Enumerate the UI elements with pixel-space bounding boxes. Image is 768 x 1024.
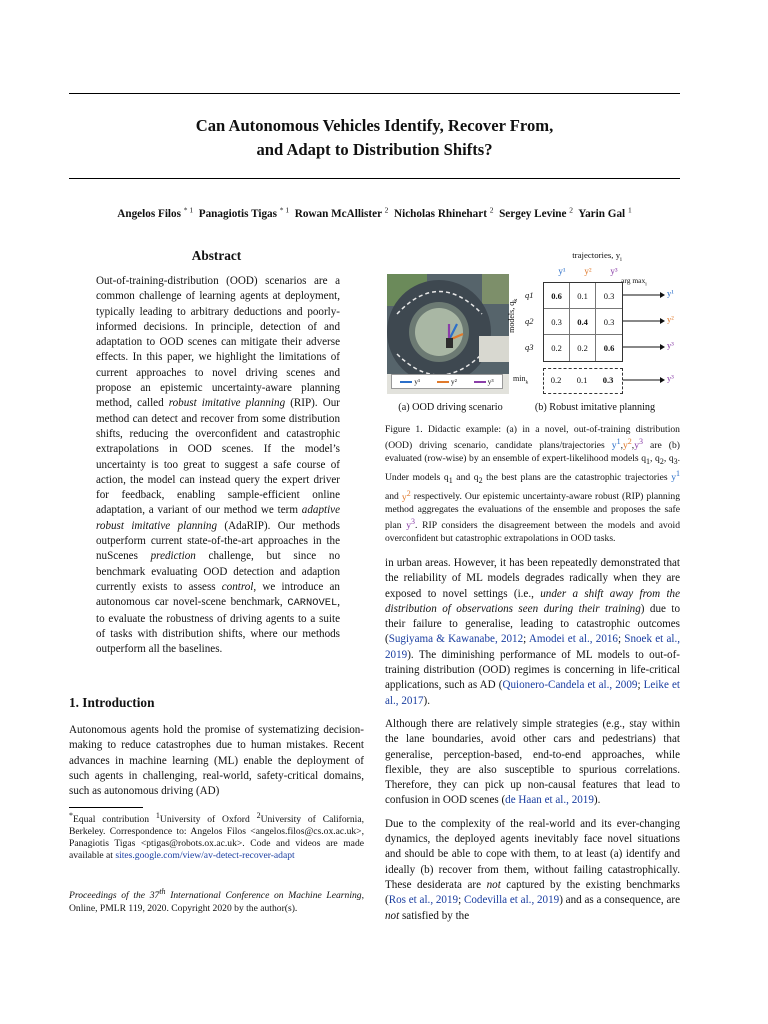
legend-y1: y¹ (400, 377, 420, 386)
section-heading-introduction: 1. Introduction (69, 695, 155, 710)
introduction-text: Autonomous agents hold the promise of systematizing decision-making to reduce catastrophes due to human mistakes. Recent advances in machine learning (ML) enable the deployment of such agents in challenging, real-world, safety-critical domains, such as autonomous driving (AD) (69, 724, 364, 798)
citation-codevilla[interactable]: Codevilla et al., 2019 (463, 894, 560, 907)
argmax-output: y³ (667, 340, 674, 350)
min-cell: 0.3 (602, 375, 614, 385)
paragraph-complexity: Due to the complexity of the real-world and its ever-changing dynamics, the deployed agents inevitably face novel situations and should be able to cope with them, to at least (a) identify and ideally (b) recover from them, without failing catastrophically. These desiderata are not captured by the existing benchmarks (Ros et al., 2019; Codevilla et al., 2019) and as a consequence, are not satisfied by the (385, 817, 680, 922)
argmax-arrow-head (660, 318, 665, 324)
figure-caption-a: (a) OOD driving scenario (398, 402, 503, 413)
argmax-label: arg $\max_i$ (621, 276, 647, 288)
argmax-arrow-head (660, 377, 665, 383)
col-label-y1: y¹ (558, 266, 566, 276)
row-label-q1: q1 (525, 290, 534, 300)
matrix-cell: 0.3 (596, 283, 622, 309)
argmax-output: y¹ (667, 288, 674, 298)
paper-title: Can Autonomous Vehicles Identify, Recover From, and Adapt to Distribution Shifts? (195, 116, 554, 159)
scene-legend (391, 374, 503, 389)
author-1: Angelos Filos $^{* 1}$ (117, 205, 194, 220)
citation-quionero[interactable]: Quionero-Candela et al., 2009 (502, 679, 638, 692)
matrix-cell: 0.3 (544, 309, 570, 335)
author-list (69, 205, 680, 220)
citation-dehaan[interactable]: de Haan et al., 2019 (505, 794, 594, 807)
min-cell: 0.2 (550, 375, 562, 385)
author-4: Nicholas Rhinehart $^2$ (394, 205, 494, 220)
col-label-y2: y² (584, 266, 592, 276)
top-rule (69, 93, 680, 94)
matrix-cell: 0.4 (570, 309, 596, 335)
min-cell: 0.1 (576, 375, 588, 385)
author-6: Yarin Gal $^1$ (578, 205, 632, 220)
author-5: Sergey Levine $^2$ (499, 205, 574, 220)
ood-driving-scene-image (387, 274, 509, 394)
proceedings-note: Proceedings of the 37th International Conference on Machine Learning, Online, PMLR 119, 2020. Copyright 2020 by the author(s). (69, 887, 364, 914)
matrix-cell: 0.6 (603, 343, 615, 353)
figure-caption-b: (b) Robust imitative planning (534, 402, 656, 413)
paragraph-simple-strategies: Although there are relatively simple strategies (e.g., stay within the lane boundaries, avoid other cars and pedestrians) that generalise, perception-based, end-to-end approaches, while flexible, they are also susceptible to spurious correlations. Therefore, they can pick up non-causal features that lead to confusion in OOD scenes (de Haan et al., 2019). (385, 717, 680, 807)
row-label-q2: q2 (525, 316, 534, 326)
matrix-cell: 0.6 (544, 283, 570, 309)
citation-ros[interactable]: Ros et al., 2019 (388, 894, 459, 907)
min-row-label: $\min_k$ (513, 374, 529, 386)
argmax-arrow-head (660, 344, 665, 350)
matrix-cell: 0.2 (544, 335, 570, 361)
row-label-q3: q3 (525, 342, 534, 352)
footnote-rule (69, 807, 143, 808)
author-3: Rowan McAllister $^2$ (294, 205, 389, 220)
legend-y3: y³ (474, 377, 494, 386)
footnote: *Equal contribution $^1$University of Oxford $^2$University of California, Berkeley. Correspondence to: Angelos Filos <angelos.filos@cs.ox.ac.uk>, Panagiotis Tigas <ptigas@robots.ox.ac.uk>. Code and videos are made available at sites.google.com/view/av-detect-recover-adapt (69, 811, 364, 862)
rip-matrix-figure (505, 250, 685, 400)
matrix-cell: 0.1 (570, 283, 596, 309)
matrix-cell: 0.2 (570, 335, 596, 361)
paragraph-ml-reliability: in urban areas. However, it has been repeatedly demonstrated that the reliability of ML models degrades radically when they are exposed to novel settings (i.e., under a shift away from the distribution of observations seen during their training) due to their failure to generalise, leading to catastrophic outcomes (Sugiyama & Kawanabe, 2012; Amodei et al., 2016; Snoek et al., 2019). The diminishing performance of ML models to out-of-training distribution (OOD) regimes is concerning in life-critical applications, such as AD (Quionero-Candela et al., 2009; Leike et al., 2017). (385, 557, 681, 707)
right-column-text (385, 556, 680, 924)
citation-amodei[interactable]: Amodei et al., 2016 (528, 633, 618, 646)
abstract-heading: Abstract (191, 248, 242, 263)
models-axis-label: models, $q_k$ (507, 298, 519, 333)
argmax-output: y² (667, 314, 674, 324)
argmax-output: y³ (667, 373, 674, 383)
abstract-body: Out-of-training-distribution (OOD) scenarios are a common challenge of learning agents at deployment, typically leading to arbitrary deductions and poorly-informed decisions. In principle, detection of and adaptation to OOD scenes can mitigate their adverse effects. In this paper, we highlight the limitations of current approaches to novel driving scenes and propose an epistemic uncertainty-aware planning method, called robust imitative planning (RIP). Our method can detect and recover from some distribution shifts, reducing the overconfident and catastrophic extrapolations in OOD scenes. If the model’s uncertainty is too great to suggest a safe course of action, the model can instead query the expert driver for feedback, enabling sample-efficient online adaptation, a variant of our method we term adaptive robust imitative planning (AdaRIP). Our methods outperform current state-of-the-art approaches in the nuScenes prediction challenge, but since no benchmark evaluating OOD detection and adaption currently exists to assess control, we introduce an autonomous car novel-scene benchmark, CARNOVEL, to evaluate the robustness of driving agents to a suite of tasks with distribution shifts, where our methods outperform all the baselines. (96, 275, 340, 656)
col-label-y3: y³ (610, 266, 618, 276)
min-aggregation-row (543, 368, 623, 394)
figure-1-caption: Figure 1. Didactic example: (a) in a novel, out-of-training distribution (OOD) driving scenario, candidate plans/trajectories $y^1,y^2,y^3$ are (b) evaluated (row-wise) by an ensemble of expert-likelihood models $q_1$, $q_2$, $q_3$. Under models $q_1$ and $q_2$ the best plans are the catastrophic trajectories $y^1$ and $y^2$ respectively. Our epistemic uncertainty-aware robust (RIP) planning method aggregates the evaluations of the ensemble and proposes the safe plan $y^3$. RIP considers the disagreement between the models and avoid overconfident but catastrophic extrapolations in OOD tasks. (385, 424, 681, 544)
legend-y2: y² (437, 377, 457, 386)
citation-sugiyama[interactable]: Sugiyama & Kawanabe, 2012 (388, 633, 524, 646)
trajectories-header: trajectories, $y_i$ (572, 250, 622, 263)
citation-leike[interactable]: Leike et al., 2017 (385, 679, 680, 707)
matrix-cell: 0.3 (596, 309, 622, 335)
citation-snoek[interactable]: Snoek et al., 2019 (385, 633, 681, 661)
title-bottom-rule (69, 178, 680, 179)
author-2: Panagiotis Tigas $^{* 1}$ (198, 205, 290, 220)
argmax-arrow-head (660, 292, 665, 298)
project-link[interactable]: sites.google.com/view/av-detect-recover-adapt (115, 850, 295, 862)
likelihood-grid (543, 282, 623, 362)
